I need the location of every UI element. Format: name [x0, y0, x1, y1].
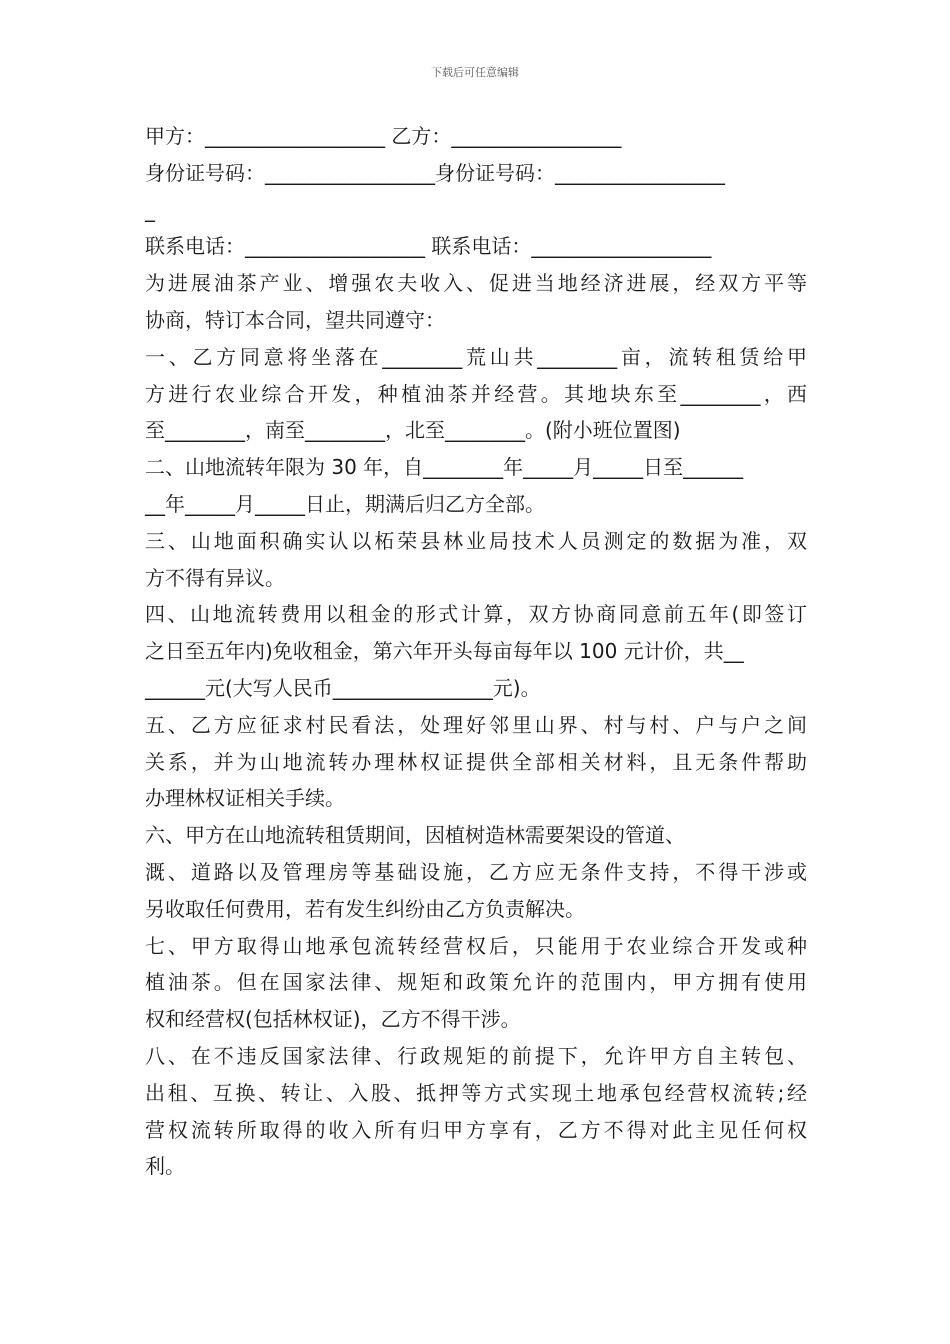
clause-8-line: 利。: [145, 1154, 185, 1179]
preamble-line: 协商，特订本合同，望共同遵守：: [145, 307, 445, 332]
clause-5-line: 五、乙方应征求村民看法，处理好邻里山界、村与村、户与户之间: [145, 712, 807, 737]
clause-7-line: 植油茶。但在国家法律、规矩和政策允许的范围内，甲方拥有使用: [145, 970, 807, 995]
preamble-line: 为进展油茶产业、增强农夫收入、促进当地经济进展，经双方平等: [145, 271, 807, 296]
page-header: 下载后可任意编辑: [431, 66, 519, 79]
clause-1-line: 一、乙方同意将坐落在________荒山共________亩，流转租赁给甲: [145, 344, 807, 369]
party-names-line: 甲方：__________________ 乙方：_________________: [145, 124, 622, 148]
clause-8-line: 出租、互换、转让、入股、抵押等方式实现土地承包经营权流转;经: [145, 1080, 807, 1105]
clause-2-line: __年_____月_____日止，期满后归乙方全部。: [145, 491, 545, 516]
id-number-line: 身份证号码：_________________身份证号码：_________________: [145, 160, 725, 185]
clause-2-line: 二、山地流转年限为 30 年，自________年_____月_____日至______: [145, 455, 744, 480]
clause-5-line: 关系，并为山地流转办理林权证提供全部相关材料，且无条件帮助: [145, 749, 807, 774]
clause-5-line: 办理林权证相关手续。: [145, 786, 345, 811]
id-number-overflow-line: _: [145, 197, 155, 222]
phone-line: 联系电话：__________________ 联系电话：__________________: [145, 234, 712, 259]
contract-body: [145, 118, 807, 1185]
clause-6-line: 另收取任何费用，若有发生纠纷由乙方负责解决。: [145, 896, 585, 921]
clause-4-line: 四、山地流转费用以租金的形式计算，双方协商同意前五年(即签订: [145, 602, 807, 627]
clause-3-line: 方不得有异议。: [145, 565, 285, 590]
clause-6-line: 溉、道路以及管理房等基础设施，乙方应无条件支持，不得干涉或: [145, 859, 807, 884]
clause-7-line: 权和经营权(包括林权证)，乙方不得干涉。: [145, 1007, 521, 1032]
clause-6-line: 六、甲方在山地流转租赁期间，因植树造林需要架设的管道、: [145, 823, 685, 848]
clause-1-line: 至________，南至________，北至________。(附小班位置图): [145, 418, 681, 443]
clause-7-line: 七、甲方取得山地承包流转经营权后，只能用于农业综合开发或种: [145, 933, 807, 958]
clause-8-line: 营权流转所取得的收入所有归甲方享有，乙方不得对此主见任何权: [145, 1117, 807, 1142]
clause-3-line: 三、山地面积确实认以柘荣县林业局技术人员测定的数据为准，双: [145, 528, 807, 553]
clause-8-line: 八、在不违反国家法律、行政规矩的前提下，允许甲方自主转包、: [145, 1043, 807, 1068]
clause-1-line: 方进行农业综合开发，种植油茶并经营。其地块东至________，西: [145, 381, 807, 406]
clause-4-line: ______元(大写人民币________________元)。: [145, 675, 541, 700]
clause-4-line: 之日至五年内)免收租金，第六年开头每亩每年以 100 元计价，共__: [145, 639, 744, 664]
